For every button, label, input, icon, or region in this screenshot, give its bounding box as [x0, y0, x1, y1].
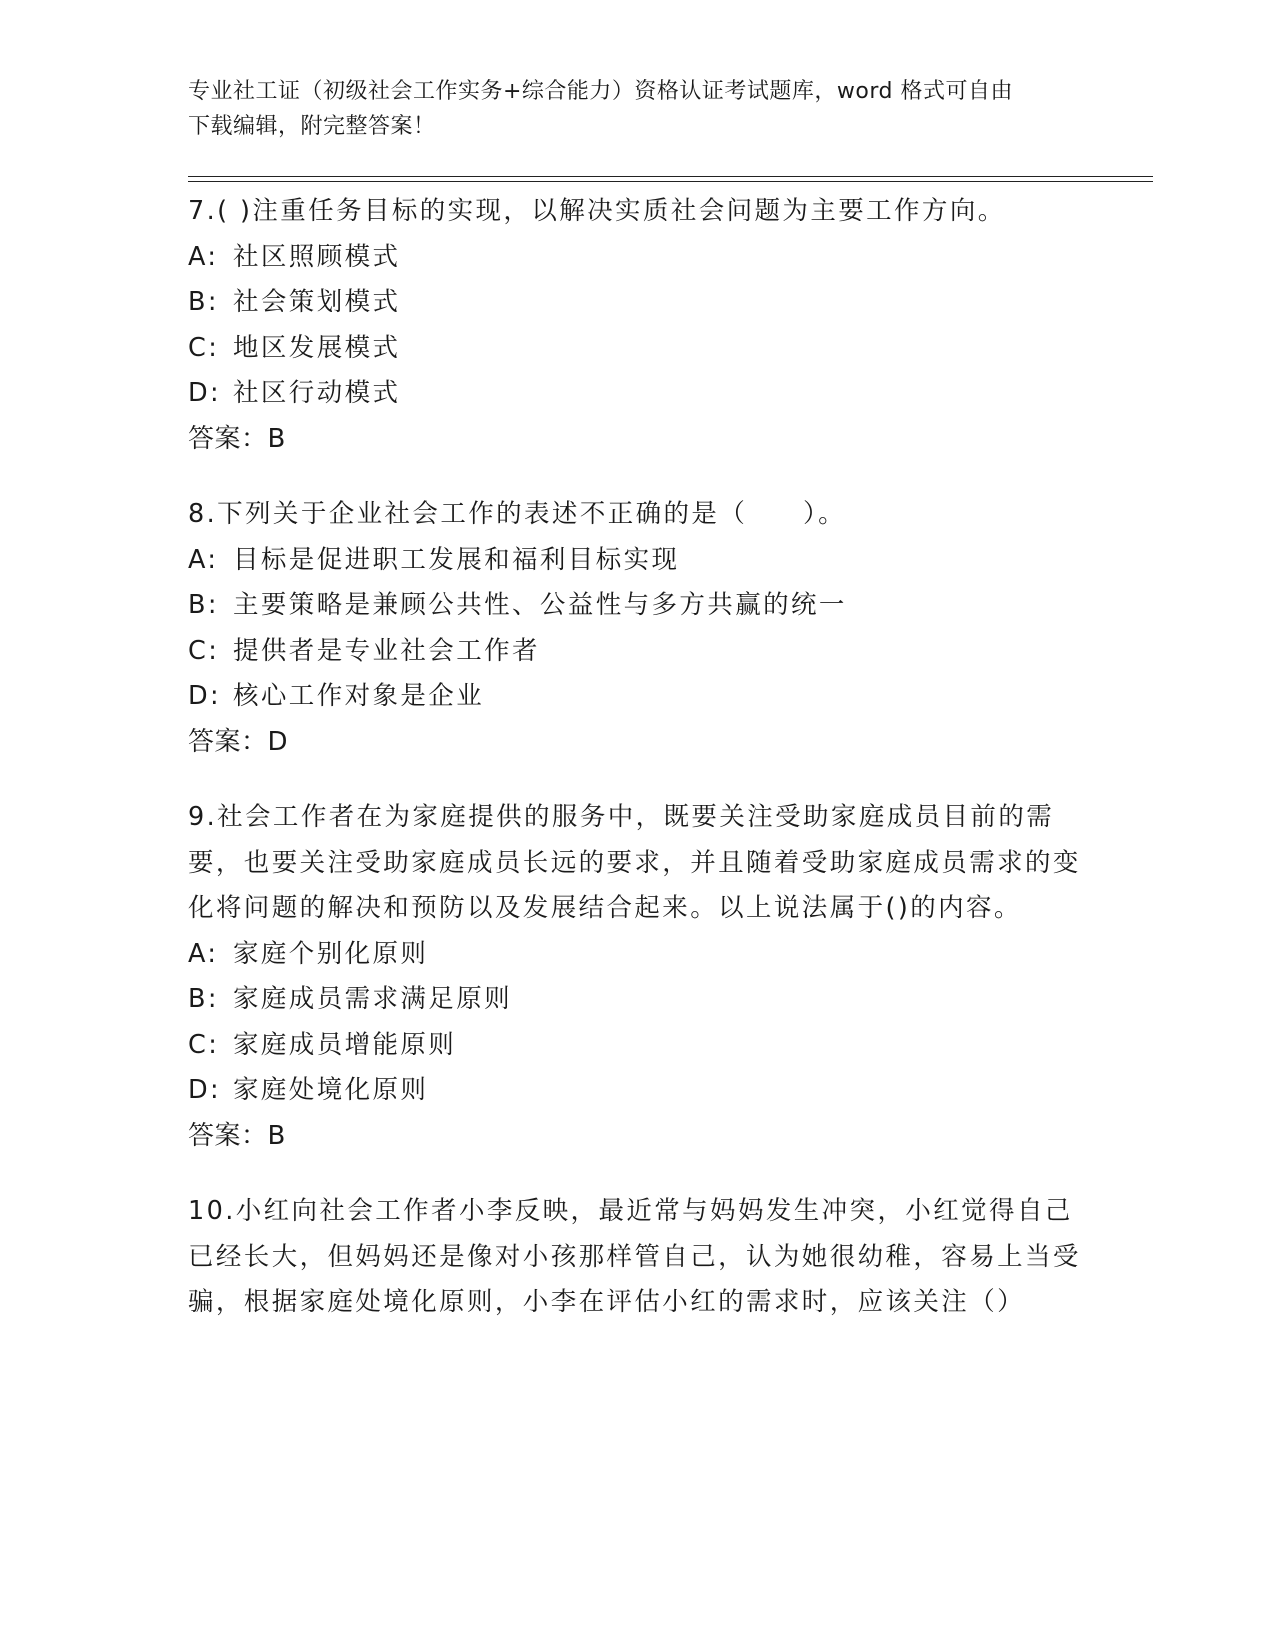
option-b: [188, 280, 1088, 326]
option-text: 家庭成员增能原则: [233, 1029, 457, 1060]
document-header: [188, 74, 1088, 144]
question-10: [188, 1189, 1088, 1326]
option-text: 家庭处境化原则: [233, 1075, 429, 1105]
answer-line: 答案：D: [188, 726, 289, 757]
option-text: 家庭成员需求满足原则: [233, 984, 513, 1014]
question-stem: 8.下列关于企业社会工作的表述不正确的是（ ）。: [188, 499, 847, 529]
question-stem: 7.( )注重任务目标的实现，以解决实质社会问题为主要工作方向。: [188, 196, 1006, 226]
header-line-2: 下载编辑，附完整答案！: [188, 114, 436, 139]
option-text: 家庭个别化原则: [233, 938, 429, 969]
option-letter: B:: [188, 287, 219, 317]
option-text: 社会策划模式: [233, 287, 401, 317]
option-a: [188, 538, 1088, 584]
option-b: [188, 583, 1088, 629]
question-7: [188, 189, 1088, 462]
option-letter: D:: [188, 681, 222, 711]
option-text: 目标是促进职工发展和福利目标实现: [233, 544, 680, 575]
header-divider-top: [188, 176, 1153, 177]
option-letter: A:: [188, 544, 219, 575]
option-text: 地区发展模式: [233, 332, 401, 363]
question-9: [188, 795, 1088, 1159]
option-letter: A:: [188, 938, 219, 969]
option-letter: C:: [188, 332, 220, 363]
option-text: 主要策略是兼顾公共性、公益性与多方共赢的统一: [233, 590, 847, 620]
option-c: [188, 326, 1088, 372]
option-d: [188, 371, 1088, 417]
question-list: [188, 189, 1088, 1356]
option-a: [188, 932, 1088, 978]
option-letter: A:: [188, 241, 219, 272]
question-8: [188, 492, 1088, 765]
option-text: 社区照顾模式: [233, 241, 401, 272]
question-stem: 10.小红向社会工作者小李反映，最近常与妈妈发生冲突，小红觉得自己已经长大，但妈妈还是像对小孩那样管自己，认为她很幼稚，容易上当受骗，根据家庭处境化原则，小李在评估小红的需求时，应该关注（）: [188, 1196, 1081, 1317]
option-letter: D:: [188, 378, 222, 408]
header-divider-bottom: [188, 181, 1153, 182]
option-b: [188, 977, 1088, 1023]
option-text: 社区行动模式: [233, 378, 401, 408]
option-c: [188, 629, 1088, 675]
header-line-1: 专业社工证（初级社会工作实务+综合能力）资格认证考试题库，word 格式可自由: [188, 79, 1014, 104]
answer-line: 答案：B: [188, 1120, 286, 1151]
option-d: [188, 1068, 1088, 1114]
option-text: 核心工作对象是企业: [233, 681, 485, 711]
question-stem: 9.社会工作者在为家庭提供的服务中，既要关注受助家庭成员目前的需要，也要关注受助家庭成员长远的要求，并且随着受助家庭成员需求的变化将问题的解决和预防以及发展结合起来。以上说法属于()的内容。: [188, 802, 1081, 923]
option-d: [188, 674, 1088, 720]
answer-line: 答案：B: [188, 423, 286, 454]
option-c: [188, 1023, 1088, 1069]
option-text: 提供者是专业社会工作者: [233, 635, 540, 666]
option-letter: C:: [188, 635, 220, 666]
option-letter: B:: [188, 590, 219, 620]
option-letter: B:: [188, 984, 219, 1014]
option-letter: D:: [188, 1075, 222, 1105]
option-letter: C:: [188, 1029, 220, 1060]
option-a: [188, 235, 1088, 281]
